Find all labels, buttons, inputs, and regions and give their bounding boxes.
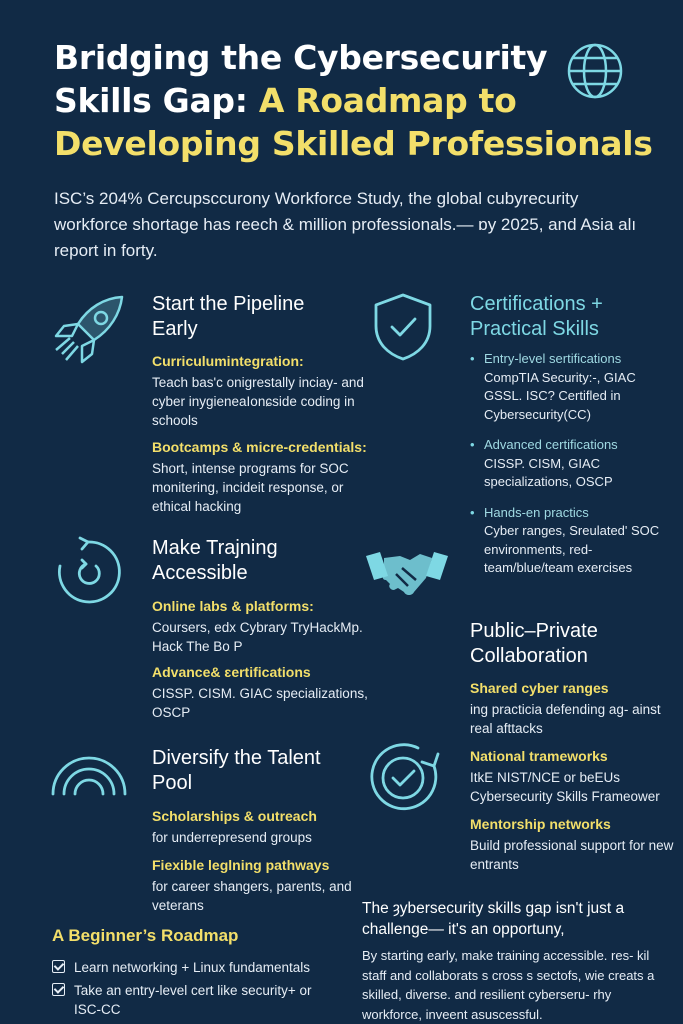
item-head: Scholarships & outreach bbox=[152, 808, 317, 824]
checkbox-icon bbox=[52, 960, 65, 973]
diversify-item bbox=[152, 807, 372, 847]
title-highlight: A Roadmap to Developing Skilled Professionals bbox=[54, 81, 653, 163]
globe-icon bbox=[566, 42, 624, 100]
handshake-icon bbox=[364, 548, 450, 604]
cert-bullet: • Entry-level sertifications CompTIA Security:-, GIAC GSSL. ISC? Certifled in Cybersecurity(CC) bbox=[470, 351, 636, 422]
rocket-icon bbox=[50, 294, 126, 366]
accessible-item bbox=[152, 597, 372, 656]
section-title: Certifications + Practical Skills bbox=[470, 293, 603, 340]
section-certifications bbox=[470, 292, 660, 342]
closing-block bbox=[362, 898, 662, 1024]
item-head: Mentorship networks bbox=[470, 816, 611, 832]
item-text: Short, intense programs for SOC monitering, incideit response, or ethical hacking bbox=[152, 461, 349, 514]
cert-bullets bbox=[470, 350, 670, 578]
collab-item bbox=[470, 747, 675, 806]
item-head: Shared cyber ranges bbox=[470, 680, 609, 696]
shield-check-icon bbox=[372, 292, 434, 362]
section-title: Make Trajning Accessible bbox=[152, 537, 278, 584]
refresh-cycle-icon bbox=[52, 536, 124, 612]
item-head: Advance& ɛertifications bbox=[152, 664, 311, 680]
pipeline-item bbox=[152, 438, 372, 516]
section-title: Public–Private Collaboration bbox=[470, 620, 598, 667]
accessible-item bbox=[152, 663, 372, 722]
item-text: ing practicia defending ag- ainst real afttacks bbox=[470, 702, 661, 736]
rainbow-arcs-icon bbox=[50, 752, 128, 796]
section-pipeline bbox=[152, 292, 352, 342]
cert-bullet: • Advanced certifications CISSP. CISM, GIAC specializations, OSCP bbox=[470, 437, 618, 489]
circular-check-arrow-icon bbox=[368, 742, 442, 814]
section-title: Start the Pipeline Early bbox=[152, 293, 305, 340]
item-head: Bootcamps & micre-credentials: bbox=[152, 439, 367, 455]
roadmap-steps bbox=[52, 958, 342, 1019]
roadmap-title: A Beginner’s Roadmap bbox=[52, 926, 239, 945]
item-head: Fiexible leglning pathways bbox=[152, 857, 330, 873]
collab-item bbox=[470, 679, 675, 738]
section-collaboration bbox=[470, 619, 670, 669]
cert-bullet: • Hands-en practics Cyber ranges, Sreulated' SOC environments, red-team/blue/team exercises bbox=[470, 504, 660, 575]
item-text: ItkE NIST/NCE or beEUs Cybersecurity Skills Frameower bbox=[470, 770, 660, 804]
roadmap-step: Take an entry-level cert like security+ or ISC-CC bbox=[52, 981, 342, 1019]
item-text: CISSP. CISM. GIAC specializations, OSCP bbox=[152, 686, 368, 720]
page-title bbox=[54, 36, 654, 165]
pipeline-item bbox=[152, 352, 372, 430]
title-part1: Bridging the Cybersecurity Skills Gap: bbox=[54, 38, 548, 120]
item-text: for career shangers, parents, and veterans bbox=[152, 879, 352, 913]
roadmap-step: Learn networking + Linux fundamentals bbox=[52, 958, 342, 977]
section-title: Diversify the Talent Pool bbox=[152, 747, 321, 794]
item-text: Build professional support for new entrants bbox=[470, 838, 674, 872]
item-head: Online labs & platforms: bbox=[152, 598, 314, 614]
collab-item bbox=[470, 815, 675, 874]
section-diversify bbox=[152, 746, 352, 796]
diversify-item bbox=[152, 856, 372, 915]
closing-text: By starting early, make training accessible. res- kil staff and collaborats s cross s sectofs, wie creats a skilled, diverse. and resilient cyberseru- rhy workforce, inveent asuscessful. bbox=[362, 948, 655, 1022]
item-head: Curriculumintegration: bbox=[152, 353, 304, 369]
section-accessible bbox=[152, 536, 352, 586]
checkbox-icon bbox=[52, 983, 65, 996]
item-text: for underrepresend groups bbox=[152, 830, 312, 845]
intro-text: ISC’s 204% Cercupsccurony Workforce Study, the global cubyrecurity workforce shortage has reech & million professionals.— ɒy 2025, and Asia alı report in forty. bbox=[54, 189, 637, 260]
closing-head: The ȝybersecurity skills gap isn't just a challenge— it's an opportuny, bbox=[362, 900, 625, 938]
item-text: Teach bas'c onigrestally inciay- and cyber inygieneaIonɕside coding in schools bbox=[152, 375, 364, 428]
item-head: National trameworks bbox=[470, 748, 608, 764]
item-text: Coursers, edx Cybrary TryHackMp. Hack The Bo P bbox=[152, 620, 363, 654]
